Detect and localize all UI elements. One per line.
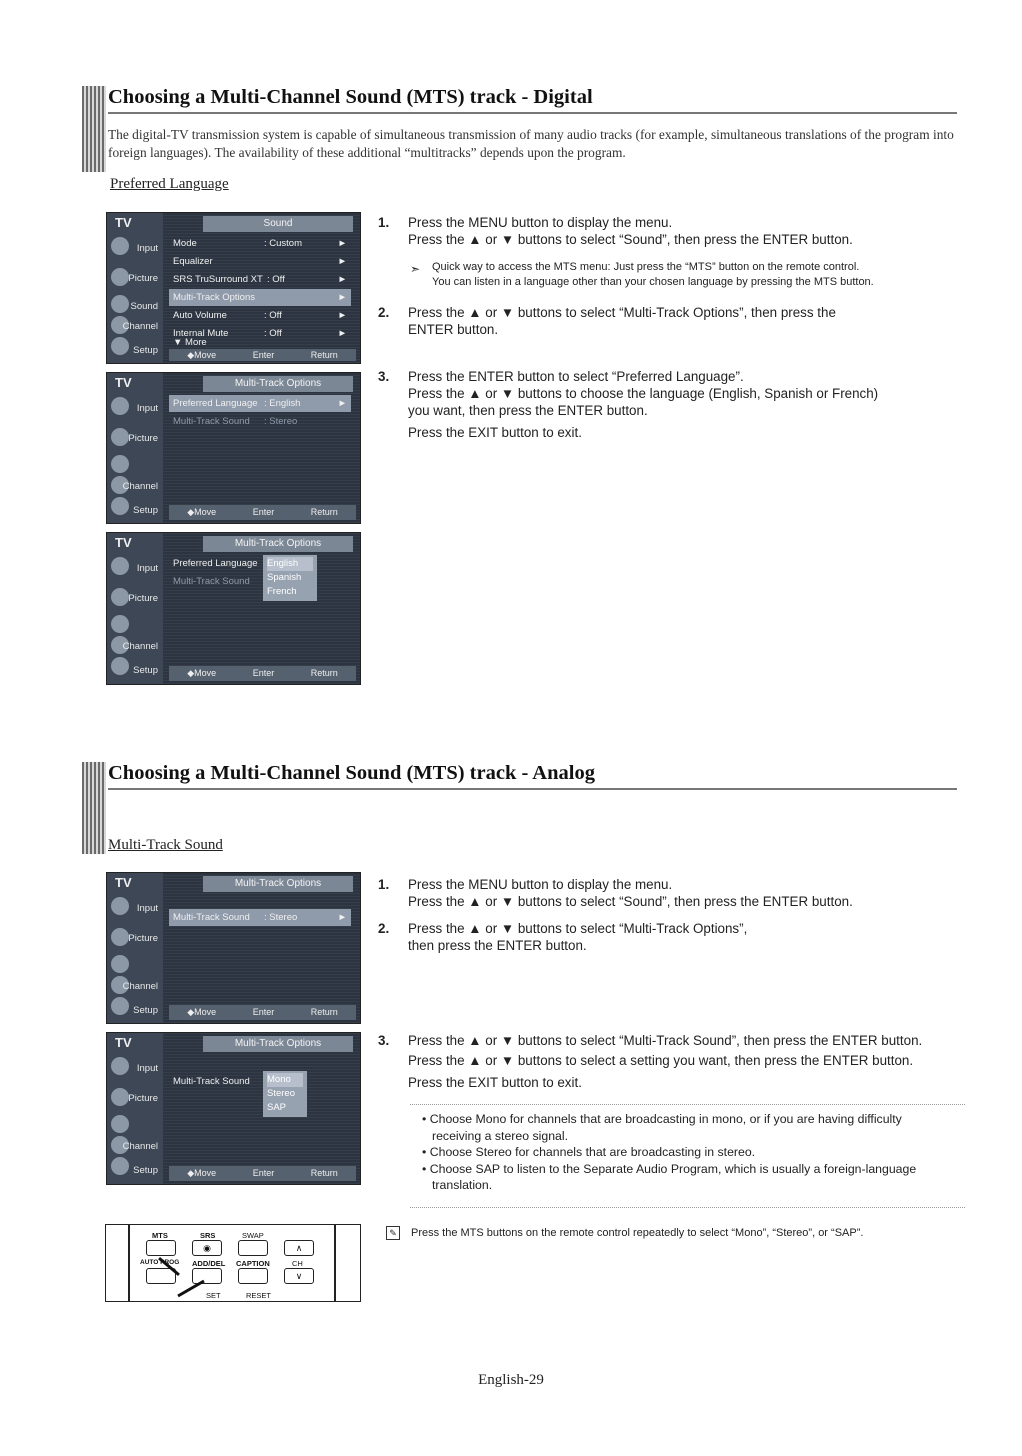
osd-side-setup: Setup bbox=[133, 505, 158, 516]
osd-row-multitrack-sound bbox=[169, 1073, 351, 1090]
language-option-spanish: Spanish bbox=[267, 572, 302, 583]
digital-intro: The digital-TV transmission system is capable of simultaneous transmission of many audio tracks (for example, simultaneous translations of the program into foreign languages). The availability of these additional “multitracks” depends upon the program. bbox=[108, 127, 954, 160]
enter-hint: Enter bbox=[252, 350, 275, 360]
digital-section-title: Choosing a Multi-Channel Sound (MTS) track - Digital bbox=[108, 86, 593, 108]
info-mono: • Choose Mono for channels that are broadcasting in mono, or if you are having difficulty bbox=[422, 1112, 902, 1126]
sound-icon bbox=[111, 1115, 129, 1133]
osd-sound-menu bbox=[106, 212, 361, 364]
osd-side-channel: Channel bbox=[122, 481, 158, 492]
move-hint: ◆Move bbox=[187, 1007, 217, 1017]
osd-multitrack-analog bbox=[106, 872, 361, 1024]
step-text: then press the ENTER button. bbox=[408, 938, 587, 953]
osd-row-multitrack-sound bbox=[169, 573, 351, 590]
note-icon: ✎ bbox=[386, 1226, 400, 1240]
adddel-label: ADD/DEL bbox=[192, 1259, 226, 1268]
move-hint: ◆Move bbox=[187, 668, 217, 678]
osd-footer bbox=[169, 666, 356, 681]
digital-section-header bbox=[82, 86, 957, 186]
title-rule bbox=[108, 788, 957, 790]
osd-menu-title: Multi-Track Options bbox=[203, 1036, 353, 1052]
section-marker-bar bbox=[82, 762, 106, 854]
osd-side-input: Input bbox=[136, 1063, 158, 1074]
osd-row-multitrack bbox=[169, 289, 351, 306]
language-option-english: English bbox=[267, 557, 313, 571]
channel-down-button: ∨ bbox=[284, 1268, 314, 1284]
info-sap-cont: translation. bbox=[432, 1178, 493, 1192]
tip-arrow-icon: ➣ bbox=[410, 262, 421, 276]
return-hint: Return bbox=[310, 1168, 338, 1178]
step-number: 3. bbox=[378, 1033, 390, 1048]
step-text: Press the ▲ or ▼ buttons to select “Sound”, then press the ENTER button. bbox=[408, 894, 853, 909]
right-arrow-icon: ► bbox=[337, 274, 347, 285]
info-mono-cont: receiving a stereo signal. bbox=[432, 1128, 569, 1143]
move-hint: ◆Move bbox=[187, 1168, 217, 1178]
osd-side-channel: Channel bbox=[122, 321, 158, 332]
osd-row-preferred-language bbox=[169, 395, 351, 412]
osd-menu-title: Multi-Track Options bbox=[203, 376, 353, 392]
osd-side-channel: Channel bbox=[122, 981, 158, 992]
right-arrow-icon: ► bbox=[337, 292, 347, 303]
return-hint: Return bbox=[310, 668, 338, 678]
step-text: Press the ▲ or ▼ buttons to select “Multi-Track Sound”, then press the ENTER button. bbox=[408, 1033, 923, 1048]
analog-step-1 bbox=[378, 876, 978, 916]
enter-hint: Enter bbox=[252, 507, 275, 517]
right-arrow-icon: ► bbox=[337, 328, 347, 339]
osd-row-value: : Off bbox=[264, 310, 282, 321]
step-text: Press the ▲ or ▼ buttons to select “Multi-Track Options”, then press the bbox=[408, 305, 836, 320]
swap-label: SWAP bbox=[242, 1231, 264, 1240]
sound-icon bbox=[111, 615, 129, 633]
return-hint: Return bbox=[310, 507, 338, 517]
step-text: you want, then press the ENTER button. bbox=[408, 403, 648, 418]
swap-button bbox=[238, 1240, 268, 1256]
info-stereo: • Choose Stereo for channels that are broadcasting in stereo. bbox=[422, 1145, 756, 1159]
step-text: ENTER button. bbox=[408, 322, 499, 337]
info-sap: • Choose SAP to listen to the Separate Audio Program, which is usually a foreign-language bbox=[422, 1161, 917, 1176]
step-text: Press the EXIT button to exit. bbox=[408, 1075, 582, 1090]
sound-option-mono: Mono bbox=[267, 1073, 303, 1087]
osd-row-mode bbox=[169, 235, 351, 252]
osd-side-picture: Picture bbox=[128, 433, 158, 444]
osd-row-equalizer bbox=[169, 253, 351, 270]
osd-side-setup: Setup bbox=[133, 1005, 158, 1016]
osd-row-label: Preferred Language bbox=[173, 558, 258, 569]
enter-hint: Enter bbox=[252, 1007, 275, 1017]
sound-option-stereo: Stereo bbox=[267, 1088, 295, 1099]
osd-footer bbox=[169, 505, 356, 520]
osd-row-more bbox=[169, 337, 351, 349]
osd-side-setup: Setup bbox=[133, 1165, 158, 1176]
osd-row-label: Preferred Language bbox=[173, 398, 258, 409]
return-hint: Return bbox=[310, 1007, 338, 1017]
caption-button bbox=[238, 1268, 268, 1284]
right-arrow-icon: ► bbox=[337, 912, 347, 923]
osd-footer bbox=[169, 1005, 356, 1020]
remote-edge-left bbox=[128, 1225, 130, 1301]
osd-row-preferred-language bbox=[169, 555, 351, 572]
osd-side-setup: Setup bbox=[133, 345, 158, 356]
step-text: Press the ▲ or ▼ buttons to select “Multi-Track Options”, bbox=[408, 921, 748, 936]
page-number: English-29 bbox=[478, 1372, 544, 1388]
section-marker-bar bbox=[82, 86, 106, 172]
osd-row-value: : Custom bbox=[264, 238, 303, 249]
right-arrow-icon: ► bbox=[337, 310, 347, 321]
step-text: Press the ENTER button to select “Preferred Language”. bbox=[408, 369, 744, 384]
osd-row-value: : Stereo bbox=[264, 416, 298, 427]
digital-tip bbox=[432, 260, 982, 290]
digital-step-1 bbox=[378, 214, 978, 304]
osd-row-value: : English bbox=[264, 398, 301, 409]
osd-side-picture: Picture bbox=[128, 593, 158, 604]
mts-button bbox=[146, 1240, 176, 1256]
move-hint: ◆Move bbox=[187, 507, 217, 517]
osd-row-label: SRS TruSurround XT bbox=[173, 274, 263, 285]
osd-tv-label: TV bbox=[115, 875, 132, 890]
step-number: 2. bbox=[378, 305, 390, 320]
enter-hint: Enter bbox=[252, 668, 275, 678]
language-option-french: French bbox=[267, 586, 297, 597]
osd-row-label: Internal Mute bbox=[173, 328, 229, 339]
adddel-button bbox=[192, 1268, 222, 1284]
osd-language-select bbox=[106, 532, 361, 685]
pointer-arrow-icon bbox=[177, 1280, 204, 1298]
step-text: Press the ▲ or ▼ buttons to choose the language (English, Spanish or French) bbox=[408, 386, 879, 401]
analog-section-title: Choosing a Multi-Channel Sound (MTS) track - Analog bbox=[108, 762, 595, 784]
osd-tv-label: TV bbox=[115, 535, 132, 550]
osd-menu-title: Multi-Track Options bbox=[203, 536, 353, 552]
step-number: 1. bbox=[378, 877, 390, 892]
osd-row-value: : Off bbox=[264, 328, 282, 339]
osd-footer bbox=[169, 1166, 356, 1181]
sound-icon bbox=[111, 455, 129, 473]
osd-row-value: : Stereo bbox=[264, 912, 298, 923]
osd-row-label: Equalizer bbox=[173, 256, 213, 267]
multitrack-sound-heading: Multi-Track Sound bbox=[108, 837, 223, 853]
osd-side-channel: Channel bbox=[122, 1141, 158, 1152]
osd-row-value: : Off bbox=[267, 274, 285, 285]
enter-hint: Enter bbox=[252, 1168, 275, 1178]
osd-tv-label: TV bbox=[115, 1035, 132, 1050]
osd-row-label: Multi-Track Sound bbox=[173, 1076, 250, 1087]
autoprog-label: AUTO PROG bbox=[140, 1259, 180, 1266]
remote-control-illustration bbox=[105, 1224, 361, 1302]
osd-row-label: Auto Volume bbox=[173, 310, 227, 321]
osd-side-input: Input bbox=[136, 403, 158, 414]
sound-icon bbox=[111, 955, 129, 973]
osd-sound-mode-select bbox=[106, 1032, 361, 1185]
caption-label: CAPTION bbox=[236, 1259, 270, 1268]
remote-edge-right bbox=[334, 1225, 336, 1301]
return-hint: Return bbox=[310, 350, 338, 360]
right-arrow-icon: ► bbox=[337, 398, 347, 409]
ch-label: CH bbox=[292, 1259, 303, 1268]
osd-row-label: ▼ More bbox=[173, 337, 207, 348]
tip-text: Quick way to access the MTS menu: Just press the “MTS” button on the remote control. bbox=[432, 261, 860, 273]
tip-text: You can listen in a language other than your chosen language by pressing the MTS button. bbox=[432, 276, 874, 288]
osd-row-label: Multi-Track Sound bbox=[173, 912, 250, 923]
srs-label: SRS bbox=[200, 1231, 216, 1240]
analog-step-3 bbox=[378, 1032, 978, 1102]
osd-row-srs bbox=[169, 271, 351, 288]
osd-footer bbox=[169, 349, 356, 361]
osd-tv-label: TV bbox=[115, 375, 132, 390]
osd-row-multitrack-sound bbox=[169, 413, 351, 430]
digital-step-2 bbox=[378, 304, 978, 344]
osd-side-picture: Picture bbox=[128, 273, 158, 284]
reset-label: RESET bbox=[246, 1291, 272, 1300]
move-hint: ◆Move bbox=[187, 350, 217, 360]
digital-step-3 bbox=[378, 368, 978, 458]
set-label: SET bbox=[206, 1291, 221, 1300]
osd-row-label: Multi-Track Sound bbox=[173, 416, 250, 427]
osd-menu-title: Multi-Track Options bbox=[203, 876, 353, 892]
step-text: Press the ▲ or ▼ buttons to select “Sound”, then press the ENTER button. bbox=[408, 232, 853, 247]
osd-side-setup: Setup bbox=[133, 665, 158, 676]
preferred-language-heading: Preferred Language bbox=[110, 176, 229, 192]
analog-step-2 bbox=[378, 920, 978, 960]
osd-multitrack-options bbox=[106, 372, 361, 524]
osd-tv-label: TV bbox=[115, 215, 132, 230]
right-arrow-icon: ► bbox=[337, 256, 347, 267]
osd-side-picture: Picture bbox=[128, 1093, 158, 1104]
osd-side-input: Input bbox=[136, 243, 158, 254]
step-text: Press the ▲ or ▼ buttons to select a setting you want, then press the ENTER button. bbox=[408, 1053, 914, 1068]
osd-menu-title: Sound bbox=[203, 216, 353, 232]
osd-side-sound: Sound bbox=[130, 301, 158, 312]
osd-row-autovolume bbox=[169, 307, 351, 324]
step-text: Press the MENU button to display the menu. bbox=[408, 877, 673, 892]
osd-row-label: Mode bbox=[173, 238, 197, 249]
osd-row-label: Multi-Track Sound bbox=[173, 576, 250, 587]
right-arrow-icon: ► bbox=[337, 238, 347, 249]
sound-option-sap: SAP bbox=[267, 1102, 287, 1113]
step-text: Press the EXIT button to exit. bbox=[408, 425, 582, 440]
osd-row-multitrack-sound bbox=[169, 909, 351, 926]
sound-mode-info-box bbox=[410, 1104, 965, 1208]
channel-up-button: ∧ bbox=[284, 1240, 314, 1256]
mts-label: MTS bbox=[152, 1231, 168, 1240]
language-dropdown bbox=[263, 555, 317, 601]
osd-side-picture: Picture bbox=[128, 933, 158, 944]
osd-side-channel: Channel bbox=[122, 641, 158, 652]
osd-side-input: Input bbox=[136, 563, 158, 574]
step-number: 1. bbox=[378, 215, 390, 230]
step-number: 3. bbox=[378, 369, 390, 384]
sound-mode-dropdown bbox=[263, 1071, 307, 1117]
title-rule bbox=[108, 112, 957, 114]
srs-button: ◉ bbox=[192, 1240, 222, 1256]
osd-side-input: Input bbox=[136, 903, 158, 914]
remote-note: Press the MTS buttons on the remote control repeatedly to select “Mono”, “Stereo”, or “SAP”. bbox=[411, 1227, 864, 1239]
step-text: Press the MENU button to display the menu. bbox=[408, 215, 673, 230]
osd-row-label: Multi-Track Options bbox=[173, 292, 255, 303]
step-number: 2. bbox=[378, 921, 390, 936]
